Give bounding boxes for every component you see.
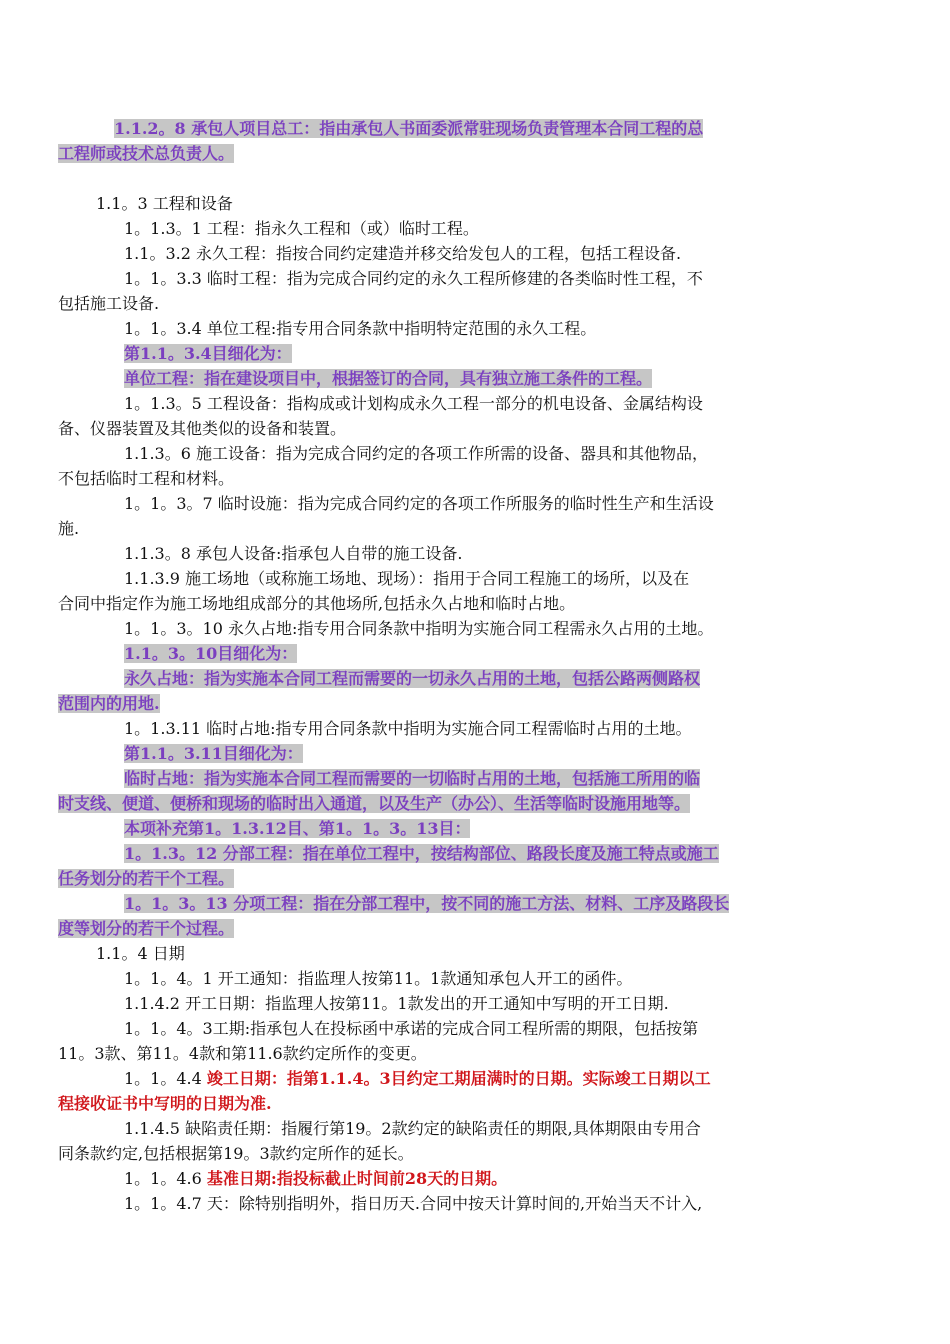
text-line: 同条款约定,包括根据第19。3款约定所作的延长。 xyxy=(58,1144,414,1163)
text-line xyxy=(124,667,833,691)
text-line: 1.1.4.5 缺陷责任期：指履行第19。2款约定的缺陷责任的期限,具体期限由专用合 xyxy=(124,1119,701,1138)
text-line: 1.1.3.9 施工场地（或称施工场地、现场）：指用于合同工程施工的场所，以及在 xyxy=(124,569,690,588)
text-line: 1。1.3.11 临时占地:指专用合同条款中指明为实施合同工程需临时占用的土地。 xyxy=(124,719,692,738)
text-line: 1。1。3。10 永久占地:指专用合同条款中指明为实施合同工程需永久占用的土地。 xyxy=(124,619,714,638)
highlighted-text: 永久占地：指为实施本合同工程而需要的一切永久占用的土地，包括公路两侧路权 xyxy=(124,669,701,688)
highlighted-text: 1。1.3。12 分部工程：指在单位工程中，按结构部位、路段长度及施工特点或施工 xyxy=(124,844,719,863)
item-number: 1。1。4.6 xyxy=(124,1169,207,1188)
text-line: 程接收证书中写明的日期为准. xyxy=(58,1094,272,1113)
text-line: 备、仪器装置及其他类似的设备和装置。 xyxy=(58,419,347,438)
text-line: 1。1。3。7 临时设施：指为完成合同约定的各项工作所服务的临时性生产和生活设 xyxy=(124,494,714,513)
emphasized-text: 基准日期:指投标截止时间前28天的日期。 xyxy=(206,1169,508,1188)
text-line: 包括施工设备. xyxy=(58,294,160,313)
text-line xyxy=(58,692,833,716)
text-line: 1.1.3。8 承包人设备:指承包人自带的施工设备. xyxy=(124,544,463,563)
text-line xyxy=(124,1067,833,1091)
highlighted-text: 度等划分的若干个过程。 xyxy=(58,919,235,938)
text-line xyxy=(124,892,833,916)
text-line xyxy=(58,792,833,816)
text-line: 不包括临时工程和材料。 xyxy=(58,469,235,488)
text-line: 1.1。4 日期 xyxy=(96,944,185,963)
text-line xyxy=(58,142,833,166)
text-line xyxy=(124,342,833,366)
text-line xyxy=(124,642,833,666)
item-number: 1。1。4.4 xyxy=(124,1069,207,1088)
text-line xyxy=(124,817,833,841)
highlighted-text: 本项补充第1。1.3.12目、第1。1。3。13目： xyxy=(124,819,471,838)
highlighted-text: 1.1.2。8 承包人项目总工：指由承包人书面委派常驻现场负责管理本合同工程的总 xyxy=(114,119,704,138)
text-line xyxy=(58,867,833,891)
highlighted-text: 第1.1。3.11目细化为： xyxy=(124,744,303,763)
text-line: 合同中指定作为施工场地组成部分的其他场所,包括永久占地和临时占地。 xyxy=(58,594,576,613)
text-line: 1。1。3.3 临时工程：指为完成合同约定的永久工程所修建的各类临时性工程，不 xyxy=(124,269,703,288)
text-line: 1。1。4。1 开工通知：指监理人按第11。1款通知承包人开工的函件。 xyxy=(124,969,633,988)
highlighted-text: 单位工程：指在建设项目中，根据签订的合同，具有独立施工条件的工程。 xyxy=(124,369,653,388)
text-line: 1.1.4.2 开工日期：指监理人按第11。1款发出的开工通知中写明的开工日期. xyxy=(124,994,669,1013)
highlighted-text: 时支线、便道、便桥和现场的临时出入通道，以及生产（办公）、生活等临时设施用地等。 xyxy=(58,794,691,813)
text-line: 施. xyxy=(58,519,80,538)
highlighted-text: 1.1。3。10目细化为： xyxy=(124,644,298,663)
text-line: 1。1.3。1 工程：指永久工程和（或）临时工程。 xyxy=(124,219,479,238)
text-line: 1。1。3.4 单位工程:指专用合同条款中指明特定范围的永久工程。 xyxy=(124,319,597,338)
text-line: 1。1。4.7 天：除特别指明外，指日历天.合同中按天计算时间的,开始当天不计入, xyxy=(124,1194,703,1213)
text-line xyxy=(124,367,833,391)
highlighted-text: 任务划分的若干个工程。 xyxy=(58,869,235,888)
emphasized-text: 竣工日期：指第1.1.4。3目约定工期届满时的日期。实际竣工日期以工 xyxy=(206,1069,711,1088)
text-line: 11。3款、第11。4款和第11.6款约定所作的变更。 xyxy=(58,1044,427,1063)
text-line: 1.1。3 工程和设备 xyxy=(96,194,233,213)
highlighted-text: 临时占地：指为实施本合同工程而需要的一切临时占用的土地，包括施工所用的临 xyxy=(124,769,701,788)
text-line: 1.1.3。6 施工设备：指为完成合同约定的各项工作所需的设备、器具和其他物品， xyxy=(124,444,708,463)
text-line xyxy=(124,1167,833,1191)
text-line xyxy=(124,767,833,791)
text-line: 1。1。4。3工期:指承包人在投标函中承诺的完成合同工程所需的期限，包括按第 xyxy=(124,1019,699,1038)
text-line xyxy=(124,742,833,766)
highlighted-text: 1。1。3。13 分项工程：指在分部工程中，按不同的施工方法、材料、工序及路段长 xyxy=(124,894,730,913)
text-line xyxy=(58,917,833,941)
highlighted-text: 范围内的用地. xyxy=(58,694,160,713)
text-line: 1.1。3.2 永久工程：指按合同约定建造并移交给发包人的工程，包括工程设备. xyxy=(124,244,682,263)
text-line xyxy=(124,842,833,866)
highlighted-text: 工程师或技术总负责人。 xyxy=(58,144,235,163)
text-line: 1。1.3。5 工程设备：指构成或计划构成永久工程一部分的机电设备、金属结构设 xyxy=(124,394,703,413)
highlighted-text: 第1.1。3.4目细化为： xyxy=(124,344,292,363)
text-line xyxy=(114,117,833,141)
